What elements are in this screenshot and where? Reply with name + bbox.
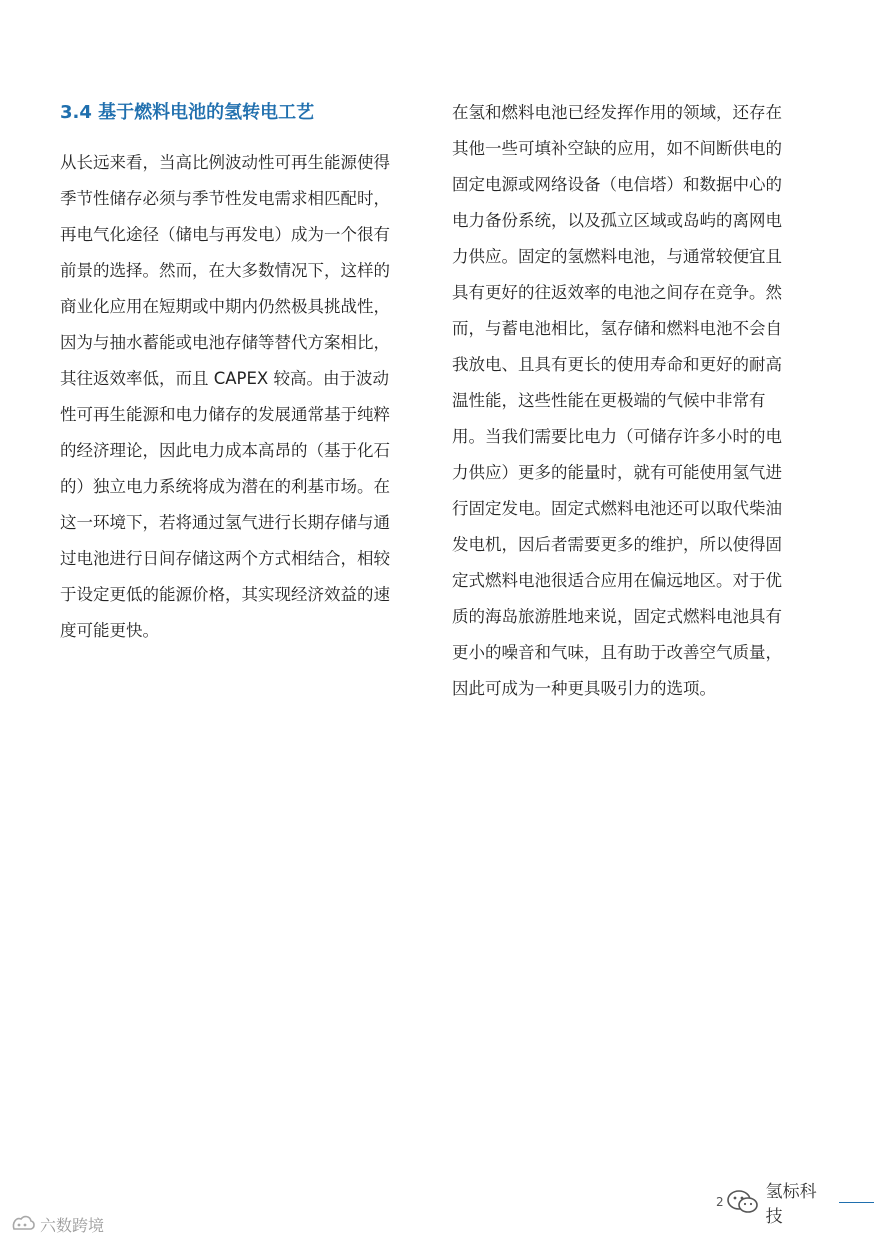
text-line: 力供应。固定的氢燃料电池，与通常较便宜且 [452, 247, 782, 266]
text-line: 因此可成为一种更具吸引力的选项。 [452, 679, 716, 698]
text-line: 而，与蓄电池相比，氢存储和燃料电池不会自 [452, 319, 782, 338]
text-line: 定式燃料电池很适合应用在偏远地区。对于优 [452, 571, 782, 590]
text-line: 力供应）更多的能量时，就有可能使用氢气进 [452, 463, 782, 482]
text-line: 用。当我们需要比电力（可储存许多小时的电 [452, 427, 782, 446]
wechat-icon [726, 1188, 760, 1216]
text-line: 我放电、且具有更长的使用寿命和更好的耐高 [452, 355, 782, 374]
text-line: 从长远来看，当高比例波动性可再生能源使得 [60, 153, 390, 172]
text-line: 具有更好的往返效率的电池之间存在竞争。然 [452, 283, 782, 302]
text-line: 这一环境下，若将通过氢气进行长期存储与通 [60, 513, 390, 532]
watermark [10, 1211, 104, 1237]
watermark-brand-name: 六数跨境 [40, 1215, 105, 1235]
text-line: 过电池进行日间存储这两个方式相结合，相较 [60, 549, 390, 568]
text-line: 其往返效率低，而且 CAPEX 较高。由于波动 [60, 369, 389, 388]
section-title: 3.4 基于燃料电池的氢转电工艺 [60, 102, 315, 123]
wechat-prefix: 2 [716, 1195, 724, 1209]
left-text-column [60, 145, 421, 649]
text-line: 前景的选择。然而，在大多数情况下，这样的 [60, 261, 390, 280]
text-line: 度可能更快。 [60, 621, 159, 640]
text-line: 电力备份系统，以及孤立区域或岛屿的离网电 [452, 211, 782, 230]
wechat-account-badge [716, 1182, 874, 1227]
text-line: 发电机，因后者需要更多的维护，所以使得固 [452, 535, 782, 554]
text-line: 季节性储存必须与季节性发电需求相匹配时， [60, 189, 390, 208]
text-line: 的）独立电力系统将成为潜在的利基市场。在 [60, 477, 390, 496]
logo-icon [10, 1213, 36, 1235]
text-line: 行固定发电。固定式燃料电池还可以取代柴油 [452, 499, 782, 518]
text-line: 更小的噪音和气味，且有助于改善空气质量， [452, 643, 782, 662]
text-line: 在氢和燃料电池已经发挥作用的领域，还存在 [452, 103, 782, 122]
text-line: 商业化应用在短期或中期内仍然极具挑战性， [60, 297, 390, 316]
text-line: 固定电源或网络设备（电信塔）和数据中心的 [452, 175, 782, 194]
text-line: 质的海岛旅游胜地来说，固定式燃料电池具有 [452, 607, 782, 626]
text-line: 温性能，这些性能在更极端的气候中非常有 [452, 391, 766, 410]
text-line: 性可再生能源和电力储存的发展通常基于纯粹 [60, 405, 390, 424]
text-line: 其他一些可填补空缺的应用，如不间断供电的 [452, 139, 782, 158]
text-line: 的经济理论，因此电力成本高昂的（基于化石 [60, 441, 390, 460]
wechat-brand-name: 氢标科技 [765, 1182, 817, 1227]
text-line: 再电气化途径（储电与再发电）成为一个很有 [60, 225, 390, 244]
text-line: 于设定更低的能源价格，其实现经济效益的速 [60, 585, 390, 604]
right-text-column [452, 95, 814, 707]
text-line: 因为与抽水蓄能或电池存储等替代方案相比， [60, 333, 390, 352]
footer-rule [839, 1202, 874, 1203]
